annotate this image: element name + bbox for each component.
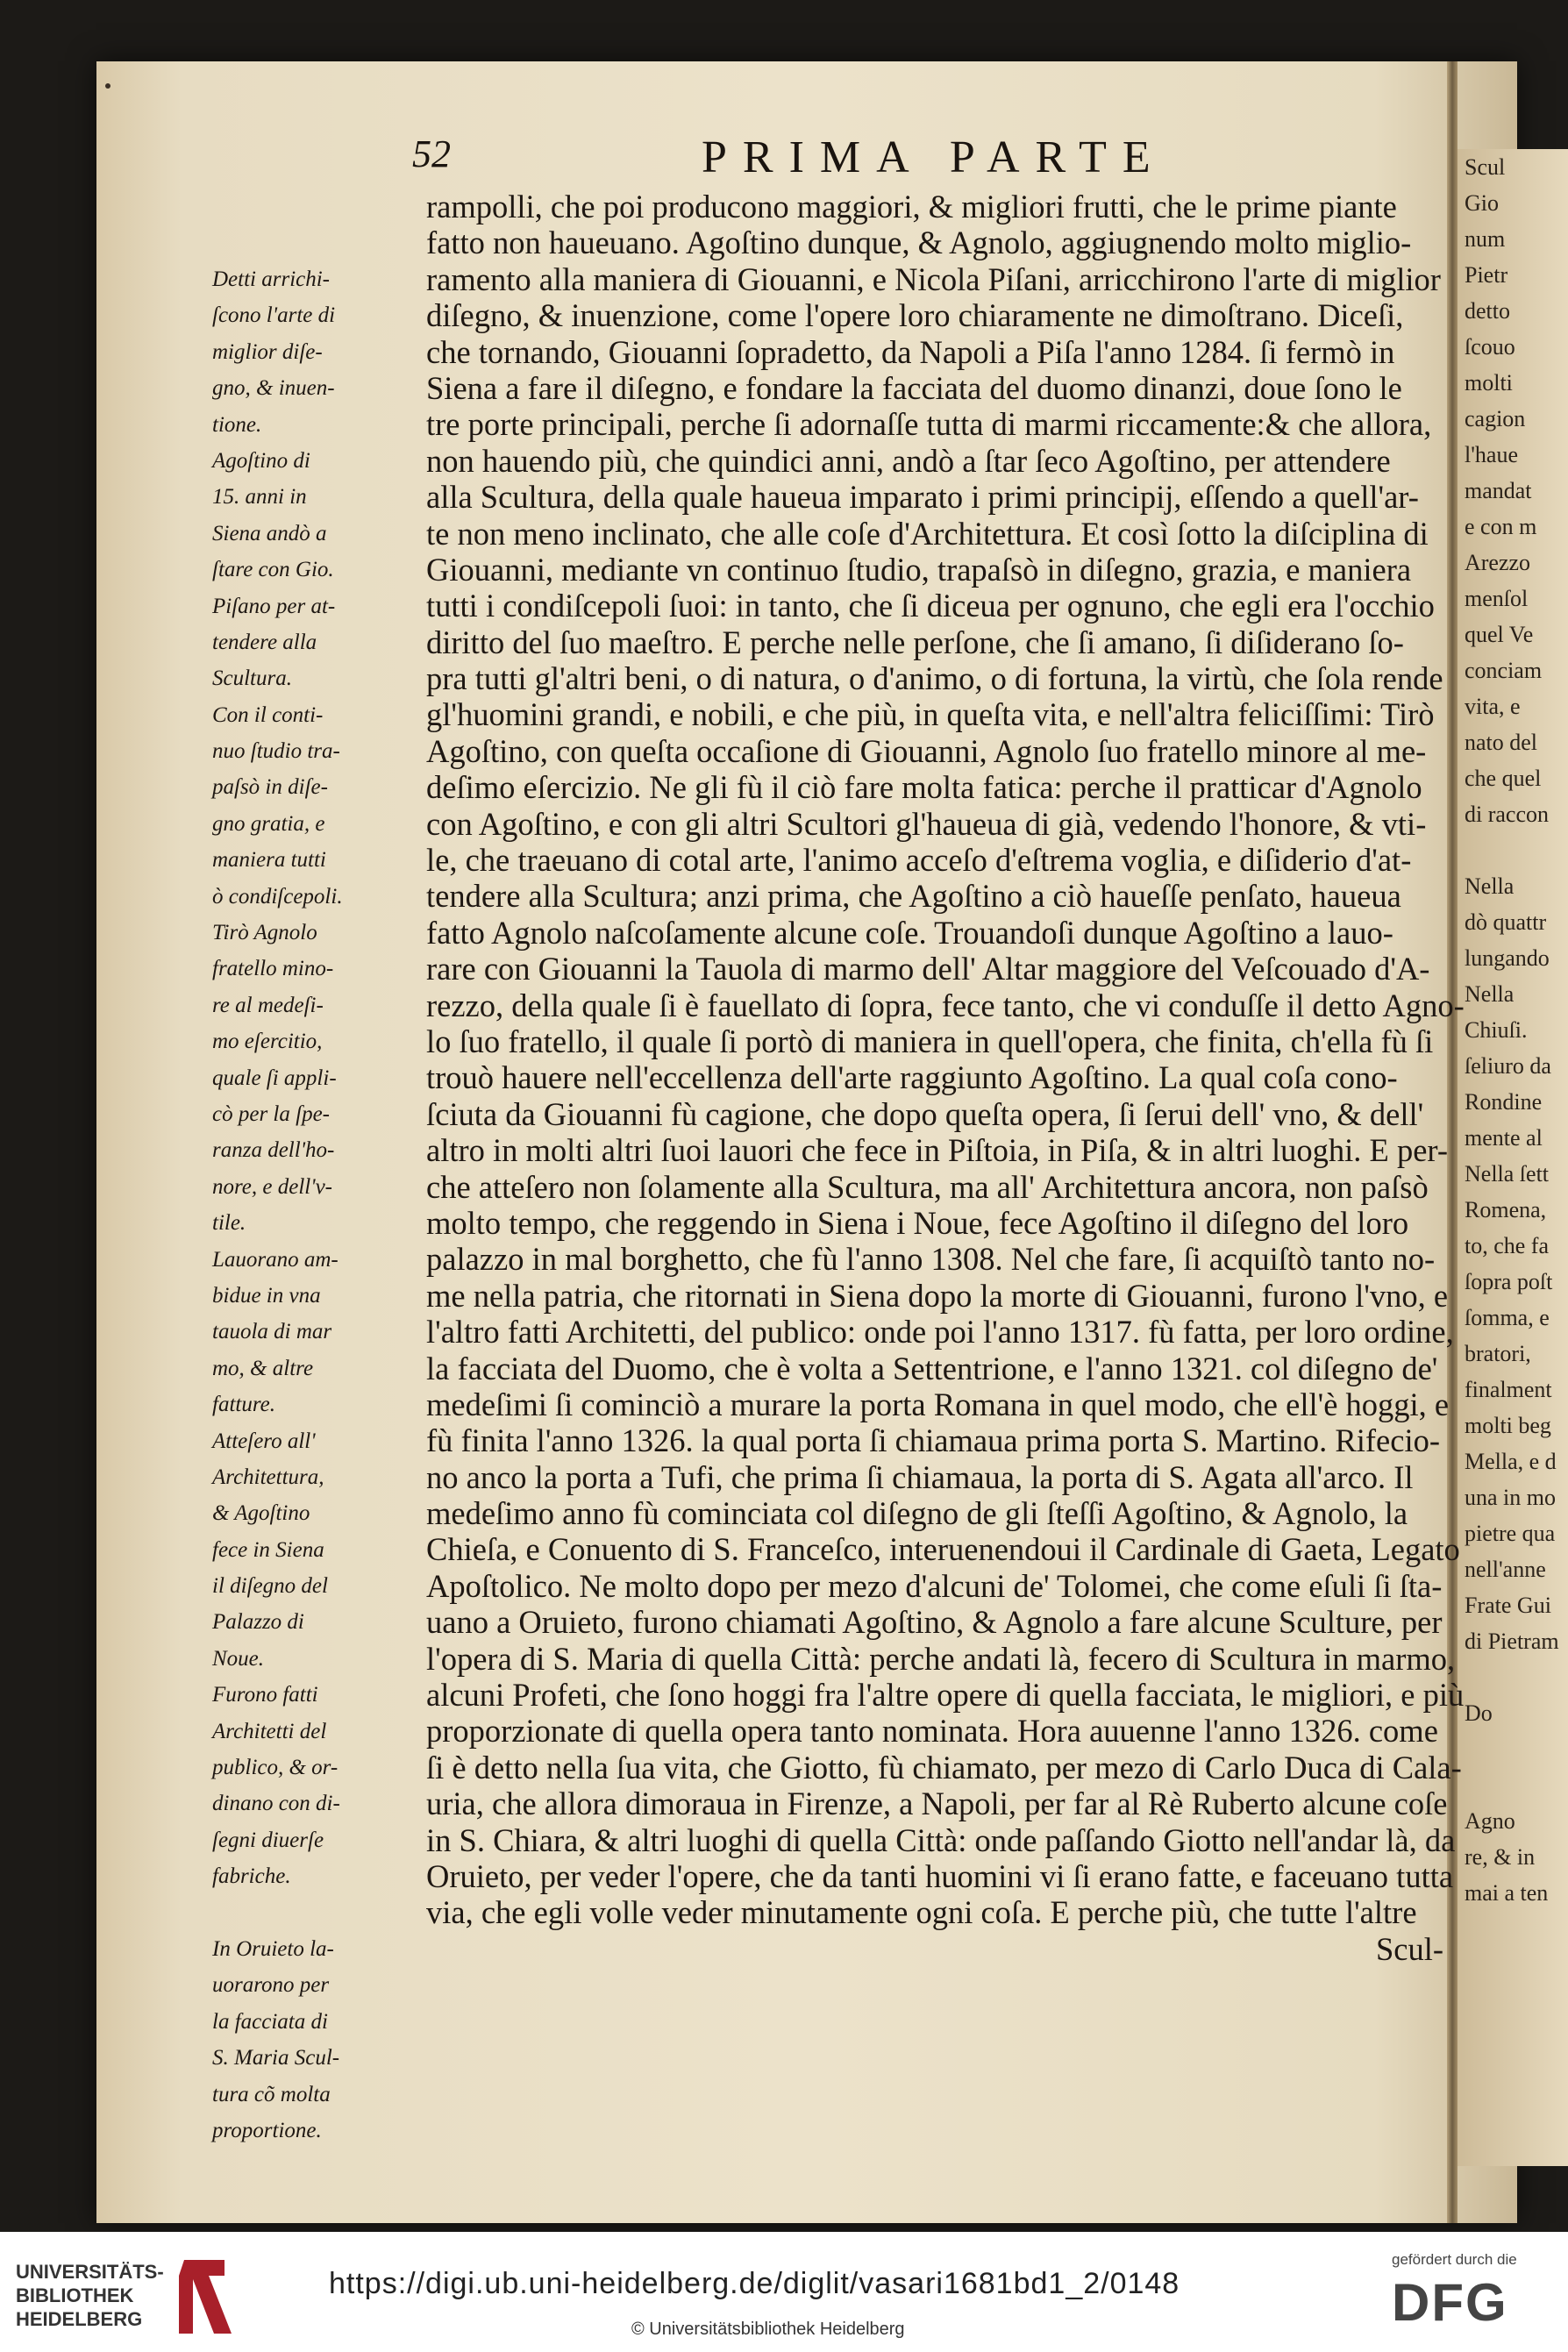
text-line: l'altro fatti Architetti, del publico: onde poi l'anno 1317. fù fatta, per loro ordine, (426, 1314, 1454, 1351)
margin-note-line: tura cõ molta (212, 2082, 331, 2106)
margin-note-line: tile. (212, 1211, 246, 1236)
margin-note-line: fabriche. (212, 1864, 291, 1889)
facing-page-fragment: e con m (1465, 514, 1537, 539)
margin-note-line: maniera tutti (212, 848, 326, 873)
margin-note-line: ſcono l'arte di (212, 303, 336, 328)
facing-page-fragment: Rondine (1465, 1089, 1543, 1115)
margin-note-line: Tirò Agnolo (212, 921, 317, 945)
text-line: uria, che allora dimoraua in Firenze, a Napoli, per far al Rè Ruberto alcune coſe (426, 1785, 1448, 1822)
facing-page-fragment: Gio (1465, 190, 1499, 216)
text-line: uano a Oruieto, furono chiamati Agoſtino, & Agnolo a fare alcune Sculture, per (426, 1604, 1443, 1641)
funder-logo (1381, 2251, 1557, 2339)
margin-note-line: gno gratia, e (212, 811, 325, 836)
text-line: proporzionate di quella opera tanto nominata. Hora auuenne l'anno 1326. come (426, 1713, 1438, 1750)
text-line: deſimo eſercizio. Ne gli fù il ciò fare molta fatica: perche il pratticar d'Agnolo (426, 769, 1422, 806)
page-number: 52 (412, 132, 451, 175)
margin-note-line: & Agoſtino (212, 1501, 310, 1526)
text-line: lo ſuo fratello, il quale ſi portò di maniera in quell'opera, che finita, ch'ella fù ſi (426, 1023, 1434, 1059)
text-line: palazzo in mal borghetto, che fù l'anno 1308. Nel che fare, ſi acquiſtò tanto no- (426, 1241, 1436, 1278)
facing-page-fragment: conciam (1465, 658, 1543, 683)
margin-note-line: Con il conti- (212, 702, 324, 727)
margin-note-line: nore, e dell'v- (212, 1174, 332, 1199)
text-line: ſciuta da Giouanni fù cagione, che dopo queſta opera, ſi ſerui dell' vno, & dell' (426, 1095, 1424, 1132)
margin-note-line: Piſano per at- (212, 594, 336, 618)
text-line: tendere alla Scultura; anzi prima, che Agoſtino a ciò haueſſe penſato, haueua (426, 878, 1401, 915)
text-line: Siena a fare il diſegno, e fondare la facciata del duomo dinanzi, doue ſono le (426, 369, 1402, 406)
facing-page-fragment: Chiuſi. (1465, 1017, 1528, 1043)
text-line: fatto non haueuano. Agoſtino dunque, & Agnolo, aggiugnendo molto miglio- (426, 225, 1412, 261)
margin-note (212, 697, 423, 915)
text-line: Agoſtino, con queſta occaſione di Giouanni, Agnolo ſuo fratello minore al me- (426, 732, 1427, 769)
facing-page-fragment: ſopra poſt (1465, 1269, 1553, 1294)
facing-page-fragment: ſcouo (1465, 334, 1515, 360)
margin-notes (212, 261, 423, 2149)
text-line: Oruieto, per veder l'opere, che da tanti huomini vi ſi erano fatte, e faceuano tutta (426, 1857, 1454, 1894)
margin-note-line: ranza dell'ho- (212, 1138, 335, 1163)
text-line: alcuni Profeti, che ſono hoggi fra l'altre opere di quella facciata, le migliori, e più (426, 1677, 1465, 1714)
text-line: rampolli, che poi producono maggiori, & migliori frutti, che le prime piante (426, 189, 1397, 225)
catchword: Scul- (1375, 1930, 1443, 1967)
text-line: pra tutti gl'altri beni, o di natura, o d'animo, o di fortuna, la virtù, che ſola rende (426, 660, 1443, 697)
facing-page-fragment: mandat (1465, 478, 1532, 503)
facing-page-fragment: nato del (1465, 730, 1538, 755)
margin-note-line: Palazzo di (212, 1610, 304, 1635)
margin-note-line: tauola di mar (212, 1320, 332, 1344)
facing-page-fragment: Scul (1465, 154, 1506, 180)
facing-page-fragment: Pietr (1465, 262, 1508, 288)
margin-note-line: miglior diſe- (212, 339, 323, 364)
facing-page-fragment: pietre qua (1465, 1521, 1556, 1546)
margin-note-line: gno, & inuen- (212, 376, 335, 401)
facing-page-fragment: mente al (1465, 1125, 1543, 1151)
margin-note (212, 1423, 423, 1678)
text-line: medeſimi ſi cominciò a murare la porta Romana in quel modo, che ell'è hoggi, e (426, 1386, 1450, 1422)
text-line: medeſimo anno fù cominciata col diſegno de gli ſteſſi Agoſtino, & Agnolo, la (426, 1495, 1408, 1532)
footer-copyright: © Universitätsbibliothek Heidelberg (631, 2320, 905, 2339)
margin-note (212, 915, 423, 1242)
margin-note (212, 261, 423, 443)
text-line: che atteſero non ſolamente alla Scultura, ma all' Architettura ancora, non paſsò (426, 1168, 1429, 1205)
text-line: via, che egli volle veder minutamente ogni coſa. E perche più, che tutte l'altre (426, 1894, 1417, 1931)
dfg-logo: DFG (1392, 2273, 1508, 2332)
facing-page-fragment: che quel (1465, 766, 1542, 791)
margin-note-line: paſsò in diſe- (212, 775, 328, 800)
facing-page-fragment: Frate Gui (1465, 1593, 1551, 1618)
margin-note-line: ò condiſcepoli. (212, 884, 343, 909)
margin-note-line: ſegni diuerſe (212, 1828, 324, 1852)
text-line: no anco la porta a Tufi, che prima ſi chiamaua, la porta di S. Agata all'arco. Il (426, 1458, 1414, 1495)
text-line: molto tempo, che reggendo in Siena i Noue, fece Agoſtino il diſegno del loro (426, 1204, 1409, 1241)
text-line: alla Scultura, della quale haueua imparato i primi principij, eſſendo a quell'ar- (426, 479, 1419, 516)
text-line: Apoſtolico. Ne molto dopo per mezo d'alcuni de' Tolomei, che come eſuli ſi ſta- (426, 1567, 1443, 1604)
text-line: trouò hauere nell'eccellenza dell'arte raggiunto Agoſtino. La qual coſa cono- (426, 1059, 1398, 1096)
margin-note-line: Scultura. (212, 666, 292, 691)
margin-note (212, 1242, 423, 1423)
facing-page-fragment: ſomma, e (1465, 1305, 1550, 1330)
text-line: la facciata del Duomo, che è volta a Settentrione, e l'anno 1321. col diſegno de' (426, 1350, 1438, 1386)
facing-page-fragment: detto (1465, 298, 1510, 324)
facing-page-fragment: molti beg (1465, 1413, 1551, 1438)
margin-note-line: nuo ſtudio tra- (212, 739, 340, 764)
facing-page-fragment: Nella (1465, 873, 1515, 899)
facing-page-fragment: Nella (1465, 981, 1515, 1007)
margin-note-line: mo eſercitio, (212, 1030, 323, 1054)
page-speck (105, 83, 110, 89)
text-line: rezzo, della quale ſi è fauellato di ſopra, fece tanto, che vi conduſſe il detto Agno- (426, 987, 1465, 1023)
text-line: diritto del ſuo maeſtro. E perche nelle perſone, che ſi amano, ſi diſiderano ſo- (426, 624, 1404, 660)
facing-page-fragment: Mella, e d (1465, 1449, 1557, 1474)
margin-note-line: Architettura, (212, 1465, 324, 1489)
facing-page-fragment: Nella ſett (1465, 1161, 1550, 1187)
text-line: altro in molti altri ſuoi lauori che fece in Piſtoia, in Piſa, & in altri luoghi. E per- (426, 1132, 1448, 1169)
text-line: me nella patria, che ritornati in Siena dopo la morte di Giouanni, furono l'vno, e (426, 1277, 1449, 1314)
text-line: gl'huomini grandi, e nobili, e che più, in queſta vita, e nell'altra feliciſſimi: Tirò (426, 696, 1435, 733)
text-line: diſegno, & inuenzione, come l'opere loro chiaramente ne dimoſtrano. Diceſi, (426, 297, 1404, 334)
funder-note: gefördert durch die (1392, 2251, 1517, 2268)
text-line: che tornando, Giouanni ſopradetto, da Napoli a Piſa l'anno 1284. ſi fermò in (426, 333, 1395, 370)
margin-note-line: Detti arrichi- (212, 267, 331, 291)
facing-page-fragment: bratori, (1465, 1341, 1531, 1366)
facing-page-fragment: lungando (1465, 945, 1550, 971)
facing-page-fragment: quel Ve (1465, 622, 1534, 647)
text-line: l'opera di S. Maria di quella Città: perche andati là, fecero di Scultura in marmo, (426, 1640, 1456, 1677)
running-head (412, 132, 1465, 193)
text-line: in S. Chiara, & altri luoghi di quella Città: onde paſſando Giotto nell'andar là, da (426, 1821, 1456, 1858)
text-line: tre porte principali, perche ſi adornaſſe tutta di marmi riccamente:& che allora, (426, 406, 1432, 443)
facing-page-fragment: di Pietram (1465, 1629, 1559, 1654)
text-line: te non meno inclinato, che alle coſe d'Architettura. Et così ſotto la diſciplina di (426, 515, 1429, 552)
library-emblem-icon (172, 2253, 237, 2341)
text-line: le, che traeuano di cotal arte, l'animo acceſo d'eſtrema voglia, e diſiderio d'at- (426, 842, 1412, 879)
library-name-line: UNIVERSITÄTS- (16, 2261, 164, 2283)
margin-note-line: Lauorano am- (212, 1247, 339, 1272)
header-title: PRIMA PARTE (702, 132, 1166, 182)
margin-note-line: re al medeſi- (212, 993, 324, 1017)
margin-note-line: il diſegno del (212, 1574, 328, 1599)
text-line: ramento alla maniera di Giouanni, e Nicola Piſani, arricchirono l'arte di miglior (426, 260, 1441, 297)
margin-note-line: Agoſtino di (212, 448, 310, 473)
facing-page-fragment: cagion (1465, 406, 1526, 431)
library-name (16, 2260, 164, 2331)
facing-page-fragment: num (1465, 226, 1506, 252)
text-line: fù finita l'anno 1326. la qual porta ſi chiamaua prima porta S. Martino. Rifecio- (426, 1422, 1441, 1459)
margin-note-line: ſtare con Gio. (212, 558, 334, 582)
margin-note-line: quale ſi appli- (212, 1066, 337, 1090)
facing-page-fragment: di raccon (1465, 802, 1550, 827)
margin-note-line: tione. (212, 412, 262, 437)
facing-page-fragment: molti (1465, 370, 1513, 396)
text-line: con Agoſtino, e con gli altri Scultori gl'haueua di già, vedendo l'honore, & vti- (426, 805, 1427, 842)
margin-note-line: mo, & altre (212, 1356, 314, 1380)
margin-note (212, 443, 423, 697)
facing-page-fragment: ſeliuro da (1465, 1053, 1551, 1079)
margin-note-line: In Oruieto la- (212, 1936, 334, 1961)
facing-page-fragment: Do (1465, 1700, 1493, 1726)
text-line: non hauendo più, che quindici anni, andò a ſtar ſeco Agoſtino, per attendere (426, 442, 1391, 479)
margin-note-line: publico, & or- (212, 1756, 339, 1780)
margin-note-line: 15. anni in (212, 485, 307, 510)
text-line: ſi è detto nella ſua vita, che Giotto, fù chiamato, per mezo di Carlo Duca di Cala- (426, 1749, 1462, 1785)
margin-note-line: S. Maria Scul- (212, 2046, 340, 2070)
facing-page-fragment: Romena, (1465, 1197, 1547, 1222)
margin-note-line: tendere alla (212, 630, 317, 654)
facing-page-fragment: Agno (1465, 1808, 1515, 1834)
library-logo (16, 2251, 244, 2348)
margin-note-line: Atteſero all' (212, 1429, 316, 1453)
margin-note-line: Architetti del (212, 1719, 327, 1743)
margin-note-line: proportione. (212, 2118, 322, 2142)
library-name-line: HEIDELBERG (16, 2308, 143, 2330)
viewer-footer (0, 2232, 1568, 2352)
margin-note (212, 1931, 423, 2149)
margin-note-line: uorarono per (212, 1973, 330, 1998)
facing-page-fragment: finalment (1465, 1377, 1552, 1402)
facing-page-fragment: menſol (1465, 586, 1529, 611)
facing-page-fragment: vita, e (1465, 694, 1521, 719)
margin-note-line: fatture. (212, 1393, 275, 1417)
margin-note-line: fece in Siena (212, 1537, 324, 1562)
margin-note-line: fratello mino- (212, 957, 334, 981)
margin-note-line: Siena andò a (212, 521, 327, 545)
margin-note-line: Noue. (212, 1646, 265, 1671)
text-line: Chieſa, e Conuento di S. Franceſco, interuenendoui il Cardinale di Gaeta, Legato (426, 1531, 1460, 1568)
margin-note-line: bidue in vna (212, 1283, 321, 1308)
facing-page-fragment: una in mo (1465, 1485, 1556, 1510)
facing-page-fragment: re, & in (1465, 1844, 1536, 1870)
margin-note-line: la facciata di (212, 2009, 328, 2034)
facing-page-fragment: to, che fa (1465, 1233, 1550, 1258)
body-text (426, 189, 1479, 1967)
margin-note-line: Furono fatti (212, 1683, 318, 1707)
text-line: Giouanni, mediante vn continuo ſtudio, trapaſsò in diſegno, grazia, e maniera (426, 551, 1412, 588)
text-line: fatto Agnolo naſcoſamente alcune coſe. Trouandoſi dunque Agoſtino a lauo- (426, 914, 1393, 951)
text-line: tutti i condiſcepoli ſuoi: in tanto, che ſi diceua per ognuno, che egli era l'occhio (426, 588, 1435, 624)
facing-page-fragment: dò quattr (1465, 909, 1547, 935)
facing-page-fragment: Arezzo (1465, 550, 1531, 575)
margin-note-line: dinano con di- (212, 1792, 340, 1816)
footer-url-link[interactable]: https://digi.ub.uni-heidelberg.de/diglit/vasari1681bd1_2/0148 (329, 2267, 1180, 2300)
margin-note-line: cò per la ſpe- (212, 1101, 330, 1126)
facing-page-fragment: mai a ten (1465, 1880, 1549, 1906)
library-name-line: BIBLIOTHEK (16, 2284, 134, 2306)
facing-page-fragment: l'haue (1465, 442, 1518, 467)
margin-note (212, 1677, 423, 1894)
facing-page-fragment: nell'anne (1465, 1557, 1546, 1582)
text-line: rare con Giouanni la Tauola di marmo dell' Altar maggiore del Veſcouado d'A- (426, 951, 1430, 987)
